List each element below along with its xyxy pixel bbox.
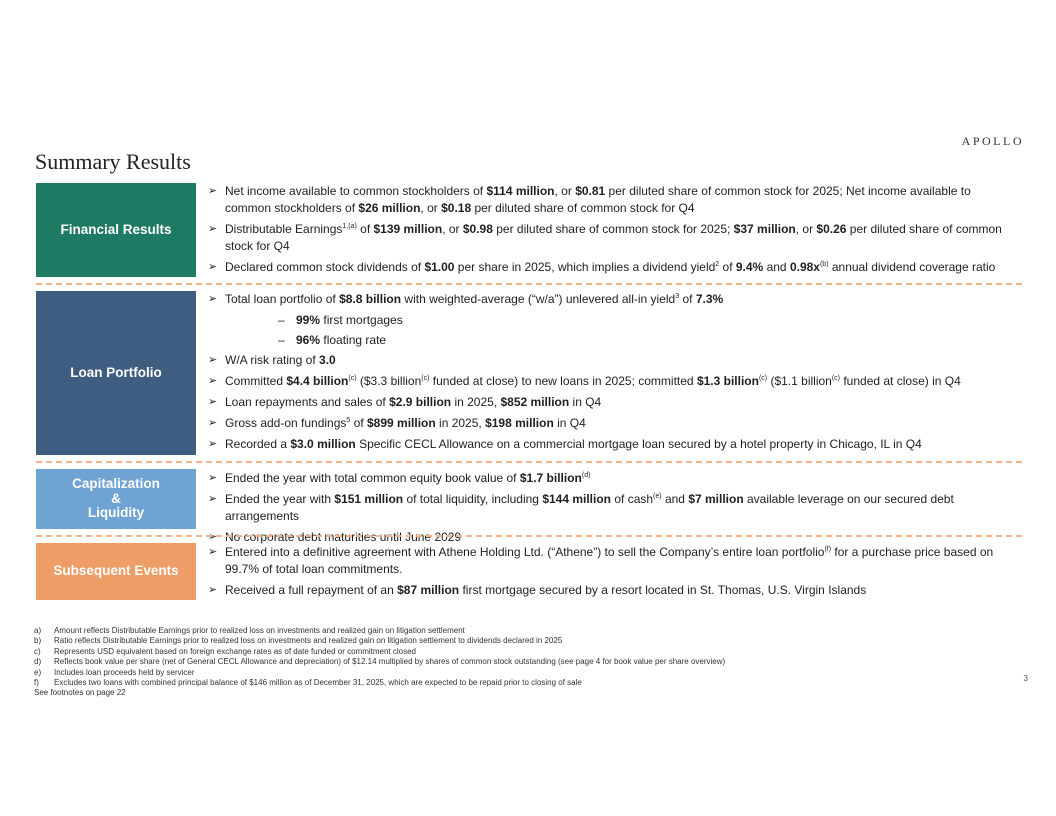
financial-results-content [208,183,1020,280]
arrow-bullet-icon: ➢ [208,546,218,558]
arrow-bullet-icon: ➢ [208,261,218,273]
section-divider [36,283,1022,285]
list-item: ➢ Total loan portfolio of $8.8 billion with weighted-average (“w/a”) unlevered all-in yield$^3$ of 7.3% [208,292,724,306]
list-item: ➢ Entered into a definitive agreement with Athene Holding Ltd. (“Athene”) to sell the Company’s entire loan portfolio$^{(f)}$ for a purchase price based on 99.7% of total loan commitments. [208,545,994,576]
list-item: ➢ Committed $4.4 billion$^{(c)}$ ($3.3 billion$^{(c)}$ funded at close) to new loans in 2025; committed $1.3 billion$^{(c)}$ ($1.1 billion$^{(c)}$ funded at close) in Q4 [208,374,961,388]
subsequent-events-content [208,544,1020,603]
list-item: ➢ Loan repayments and sales of $2.9 billion in 2025, $852 million in Q4 [208,395,602,409]
footnote: c) Represents USD equivalent based on foreign exchange rates as of date funded or commitment closed [34,646,416,656]
arrow-bullet-icon: ➢ [208,223,218,235]
arrow-bullet-icon: ➢ [208,185,218,197]
sub-list-item: – 99% first mortgages [278,313,403,327]
footnote: e) Includes loan proceeds held by servicer [34,667,195,677]
footnotes [34,626,725,699]
arrow-bullet-icon: ➢ [208,438,218,450]
loan-portfolio-section [36,291,1022,455]
footnote: b) Ratio reflects Distributable Earnings prior to realized loss on investments and realized gain on litigation settlement to dividends declared in 2025 [34,636,563,646]
loan-portfolio-content [208,291,1020,457]
list-item: ➢ Received a full repayment of an $87 million first mortgage secured by a resort located in St. Thomas, U.S. Virgin Islands [208,583,867,597]
list-item: ➢ Net income available to common stockholders of $114 million, or $0.81 per diluted share of common stock for 2025; Net income available to common stockholders of $26 million, or $0.18 per diluted share of common stock for Q4 [208,184,971,215]
financial-results-label: Financial Results [36,183,196,277]
section-divider [36,461,1022,463]
financial-results-section [36,183,1022,277]
list-item: ➢ Declared common stock dividends of $1.00 per share in 2025, which implies a dividend yield$^2$ of 9.4% and $0.98x^{(b)}$ annual dividend coverage ratio [208,260,996,274]
dash-bullet-icon: – [278,333,285,347]
capitalization-liquidity-content [208,470,1020,550]
list-item: ➢ Ended the year with $151 million of total liquidity, including $144 million of cash$^{(e)}$ and $7 million available leverage on our secured debt arrangements [208,492,954,523]
list-item: ➢ No corporate debt maturities until June 2029 [208,530,462,544]
footnote: a) Amount reflects Distributable Earnings prior to realized loss on investments and realized gain on litigation settlement [34,626,465,635]
list-item: ➢ Ended the year with total common equity book value of $1.7 billion$^{(d)}$ [208,471,591,485]
list-item: ➢ W/A risk rating of 3.0 [208,353,336,367]
arrow-bullet-icon: ➢ [208,472,218,484]
arrow-bullet-icon: ➢ [208,584,218,596]
subsequent-events-section [36,543,1022,600]
loan-portfolio-label: Loan Portfolio [36,291,196,455]
footnote: d) Reflects book value per share (net of General CECL Allowance and depreciation) of $12.14 multiplied by shares of common stock outstanding (see page 4 for book value per share overview) [34,657,726,667]
arrow-bullet-icon: ➢ [208,417,218,429]
arrow-bullet-icon: ➢ [208,293,218,305]
dash-bullet-icon: – [278,313,285,327]
see-footnotes-note: See footnotes on page 22 [34,688,126,698]
arrow-bullet-icon: ➢ [208,375,218,387]
capitalization-liquidity-section [36,469,1022,544]
list-item: ➢ Distributable Earnings$^{1,(a)}$ of $139 million, or $0.98 per diluted share of common stock for 2025; $37 million, or $0.26 per diluted share of common stock for Q4 [208,222,1002,253]
list-item: ➢ Gross add-on fundings$^5$ of $899 million in 2025, $198 million in Q4 [208,416,586,430]
footnote: f) Excludes two loans with combined principal balance of $146 million as of December 31, 2025, which are expected to be repaid prior to closing of sale [34,678,582,688]
arrow-bullet-icon: ➢ [208,396,218,408]
page-number: 3 [1023,674,1028,683]
arrow-bullet-icon: ➢ [208,531,218,543]
section-divider [36,535,1022,537]
arrow-bullet-icon: ➢ [208,493,218,505]
arrow-bullet-icon: ➢ [208,354,218,366]
brand-logo: APOLLO [961,134,1024,148]
subsequent-events-label: Subsequent Events [36,543,196,600]
list-item: ➢ Recorded a $3.0 million Specific CECL Allowance on a commercial mortgage loan secured by a hotel property in Chicago, IL in Q4 [208,437,922,451]
capitalization-liquidity-label: Capitalization & Liquidity [36,469,196,529]
sub-list-item: – 96% floating rate [278,333,387,347]
page-title: Summary Results [35,149,191,174]
